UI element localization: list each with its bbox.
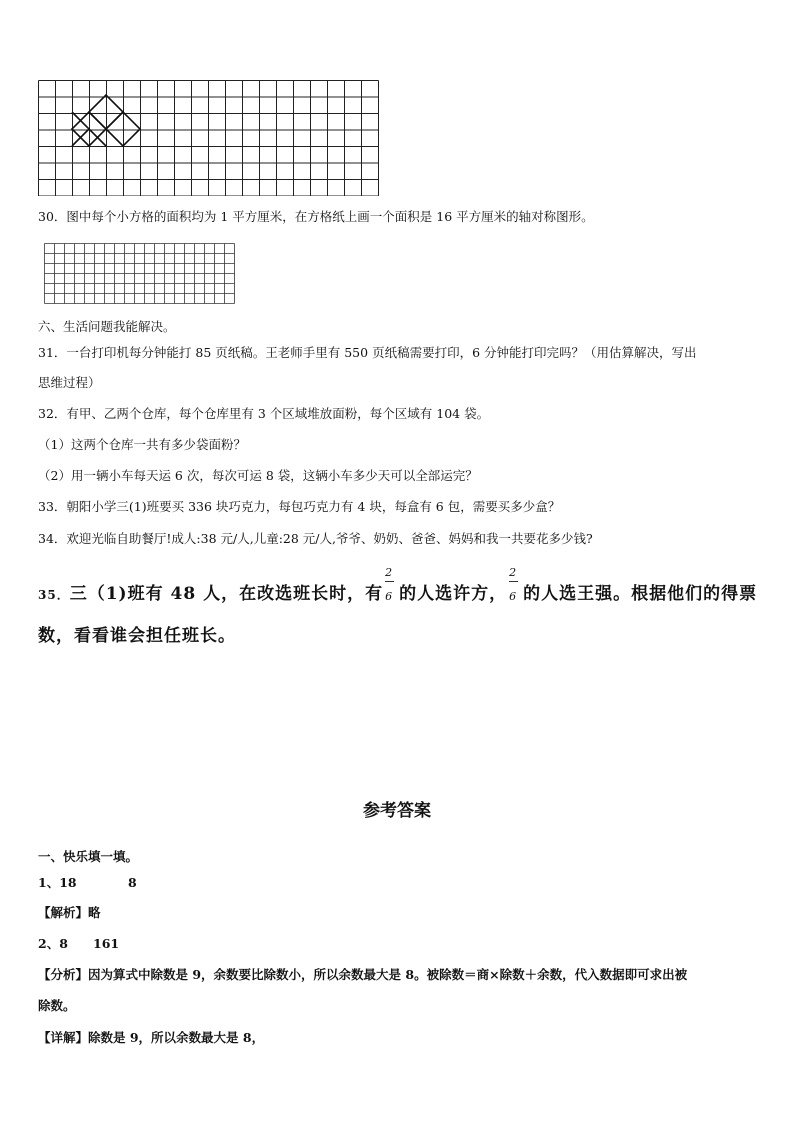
question-35-number: 35． <box>38 588 70 602</box>
answer-2-value: 161 <box>93 936 120 951</box>
answers-section-1: 一、快乐填一填。 <box>38 849 139 864</box>
question-35-line2: 数，看看谁会担任班长。 <box>38 626 236 646</box>
answers-title: 参考答案 <box>363 801 431 821</box>
answer-2-analysis-line2: 除数。 <box>38 998 76 1013</box>
answer-1-value: 8 <box>128 875 137 890</box>
question-34: 34．欢迎光临自助餐厅!成人:38 元/人,儿童:28 元/人,爷爷、奶奶、爸爸、妈妈和我一共要花多少钱? <box>38 531 593 546</box>
question-32-stem: 32．有甲、乙两个仓库，每个仓库里有 3 个区域堆放面粉，每个区域有 104 袋。 <box>38 406 490 421</box>
answer-2-analysis-line1: 【分析】因为算式中除数是 9，余数要比除数小，所以余数最大是 8。被除数＝商×除数＋余数，代入数据即可求出被 <box>38 967 688 982</box>
grid-paper-small <box>44 243 236 305</box>
fraction-2-numerator: 2 <box>509 565 518 579</box>
section-6-heading: 六、生活问题我能解决。 <box>38 319 176 334</box>
answer-1-analysis: 【解析】略 <box>38 905 101 920</box>
fraction-1-numerator: 2 <box>385 565 394 579</box>
question-32-sub2: （2）用一辆小车每天运 6 次，每次可运 8 袋，这辆小车多少天可以全部运完？ <box>38 468 478 483</box>
question-35-part1: 三（1)班有 48 人，在改选班长时，有 <box>69 584 384 604</box>
fraction-1-denominator: 6 <box>385 589 394 603</box>
answer-2-detail: 【详解】除数是 9，所以余数最大是 8， <box>38 1030 265 1045</box>
question-31-line1: 31．一台打印机每分钟能打 85 页纸稿。王老师手里有 550 页纸稿需要打印，6 分钟能打印完吗？（用估算解决，写出 <box>38 345 697 360</box>
fraction-1 <box>385 565 397 603</box>
grid-paper-top <box>38 80 388 196</box>
answer-1-number: 1、18 <box>38 875 77 890</box>
question-32-sub1: （1）这两个仓库一共有多少袋面粉？ <box>38 437 246 452</box>
fraction-2 <box>509 565 521 603</box>
question-35-line1 <box>38 565 758 604</box>
fraction-2-denominator: 6 <box>509 589 518 603</box>
answer-2-number: 2、8 <box>38 936 68 951</box>
question-30: 30．图中每个小方格的面积均为 1 平方厘米，在方格纸上画一个面积是 16 平方厘米的轴对称图形。 <box>38 209 594 224</box>
question-35-part3: 的人选王强。根据他们的得票 <box>523 584 758 604</box>
question-33: 33．朝阳小学三(1)班要买 336 块巧克力，每包巧克力有 4 块，每盒有 6 包，需要买多少盒？ <box>38 499 561 514</box>
question-35-part2: 的人选许方， <box>399 584 508 604</box>
question-31-line2: 思维过程） <box>38 375 101 390</box>
